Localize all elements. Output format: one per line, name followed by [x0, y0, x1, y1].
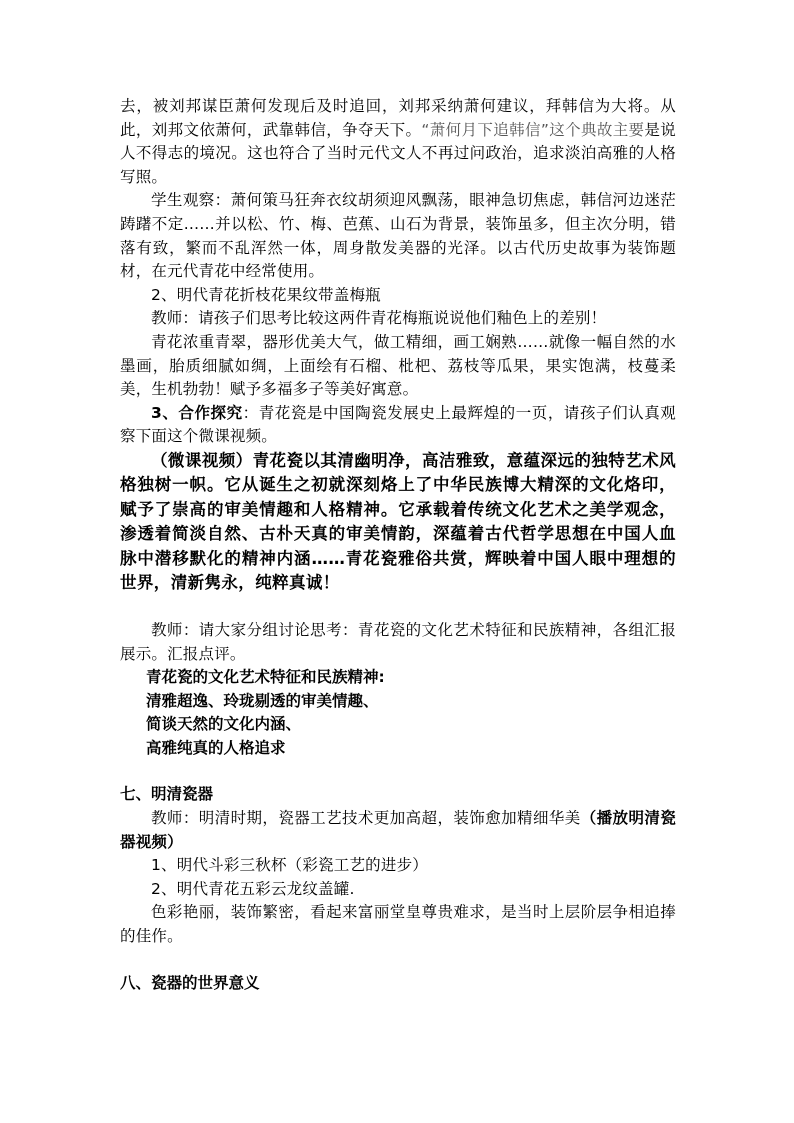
ming-qing-video: （播放明清瓷器视频） [120, 809, 676, 851]
spacer [120, 760, 676, 783]
ming-qing-text: 教师：明清时期，瓷器工艺技术更加高超，装饰愈加精细华美 [151, 809, 581, 828]
paragraph-group-discussion: 教师：请大家分组讨论思考：青花瓷的文化艺术特征和民族精神，各组汇报展示。汇报点评。 [120, 620, 676, 663]
paragraph-ming-qing [120, 807, 676, 854]
paragraph-description: 青花浓重青翠，器形优美大气，做工精细，画工娴熟……就像一幅自然的水墨画，胎质细腻如绸，上面绘有石榴、枇杷、荔枝等瓜果，果实饱满，枝蔓柔美，生机勃勃！赋予多福多子等美好寓意。 [120, 332, 676, 399]
list-item: 清雅超逸、玲珑剔透的审美情趣、 [146, 691, 379, 710]
inquiry-text: ：青花瓷是中国陶瓷发展史上最辉煌的一页，请孩子们认真观察下面这个微课视频。 [120, 403, 676, 446]
paragraph-colors: 色彩艳丽，装饰繁密，看起来富丽堂皇尊贵难求，是当时上层阶层争相追捧的佳作。 [120, 903, 676, 946]
paragraph-cooperative-inquiry [120, 402, 676, 449]
paragraph-story-end [120, 95, 676, 189]
story-quote: “萧何月下追韩信”这个典故主要 [421, 120, 645, 139]
paragraph-item-2: 2、明代青花折枝花果纹带盖梅瓶 [151, 285, 381, 304]
paragraph-item-2b: 2、明代青花五彩云龙纹盖罐. [151, 879, 355, 898]
paragraph-micro-video: （微课视频）青花瓷以其清幽明净，高洁雅致，意蕴深远的独特艺术风格独树一帜。它从诞生之初就深刻烙上了中华民族博大精深的文化烙印，赋予了崇高的审美情趣和人格精神。它承载着传统文化艺术之美学观念，渗透着简淡自然、古朴天真的审美情韵，深蕴着古代哲学思想在中国人血脉中潜移默化的精神内涵……青花瓷雅俗共赏，辉映着中国人眼中理想的世界，清新隽永，纯粹真诚！ [120, 450, 676, 593]
spacer [120, 596, 676, 619]
list-title: 青花瓷的文化艺术特征和民族精神: [146, 668, 385, 687]
story-text: 去，被刘邦谋臣萧何发现后及时追回，刘邦采纳萧何建议，拜韩信为大将。从此，刘邦文依萧何，武靠韩信，争夺天下。 [120, 97, 676, 139]
paragraph-item-1: 1、明代斗彩三秋杯（彩瓷工艺的进步） [151, 856, 428, 875]
story-text-cont: 是说人不得志的境况。这也符合了当时元代文人不再过问政治，追求淡泊高雅的人格写照。 [120, 120, 676, 186]
section-heading-8: 八、瓷器的世界意义 [120, 973, 260, 992]
inquiry-number: 3、 [151, 403, 179, 422]
list-item: 高雅纯真的人格追求 [146, 738, 286, 757]
list-item: 简谈天然的文化内涵、 [146, 715, 302, 734]
spacer [120, 949, 676, 972]
section-heading-7: 七、明清瓷器 [120, 785, 214, 804]
document-page [120, 95, 676, 995]
inquiry-title: 合作探究 [178, 403, 243, 422]
paragraph-teacher-question: 教师：请孩子们思考比较这两件青花梅瓶说说他们釉色上的差别！ [151, 309, 607, 328]
paragraph-student-observation: 学生观察：萧何策马狂奔衣纹胡须迎风飘荡，眼神急切焦虑，韩信河边迷茫踌躇不定……并以松、竹、梅、芭蕉、山石为背景，装饰虽多，但主次分明，错落有致，繁而不乱浑然一体，周身散发美器的光泽。以古代历史故事为装饰题材，在元代青花中经常使用。 [120, 191, 676, 281]
